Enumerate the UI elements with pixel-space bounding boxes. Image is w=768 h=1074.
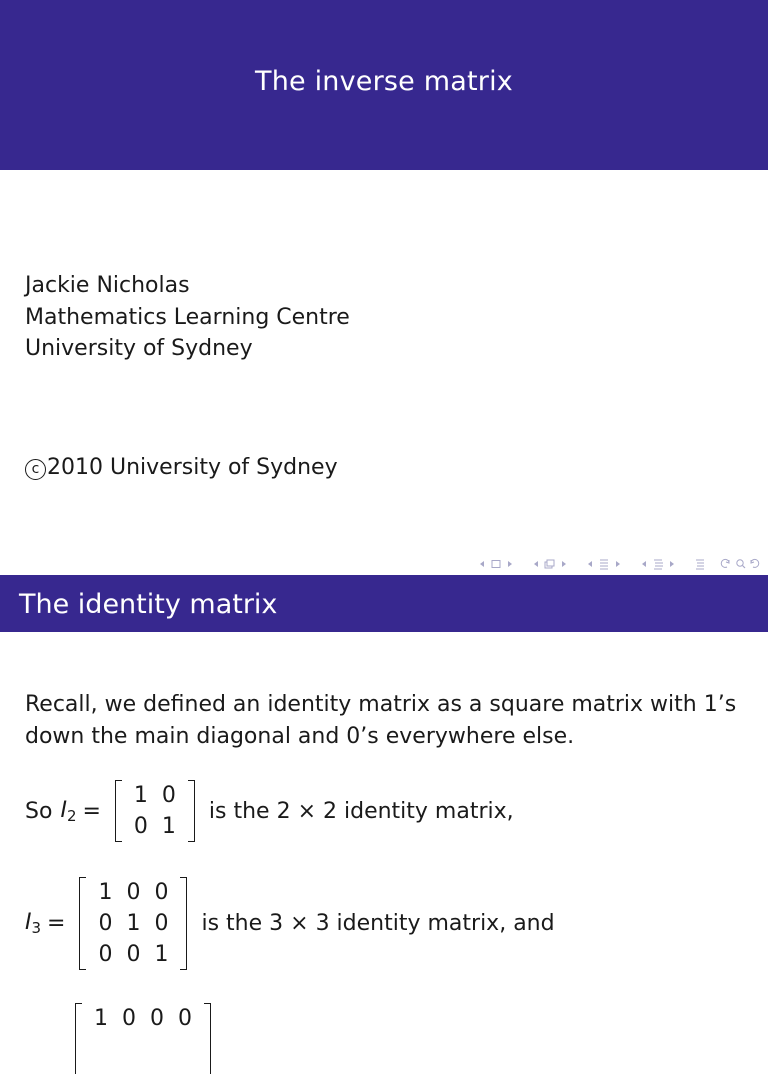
presentation-title: The inverse matrix bbox=[255, 65, 513, 97]
title-slide-header bbox=[0, 0, 768, 170]
navigation-bar bbox=[478, 555, 760, 573]
intro-paragraph: Recall, we defined an identity matrix as a square matrix with 1’s down the main diagonal and 0’s everywhere else. bbox=[25, 692, 737, 749]
matrix-cell: 1 bbox=[94, 1006, 108, 1031]
author-name: Jackie Nicholas bbox=[25, 273, 190, 298]
author-affiliation: Mathematics Learning Centre bbox=[25, 304, 350, 330]
matrix-cell: 0 bbox=[154, 880, 169, 905]
matrix-cell: 0 bbox=[161, 783, 176, 808]
nav-toc-icon[interactable] bbox=[694, 558, 706, 570]
identity-matrix-2x2 bbox=[115, 780, 195, 842]
identity-3x3-caption: is the 3 × 3 identity matrix, and bbox=[201, 911, 555, 936]
frame-title: The identity matrix bbox=[19, 589, 278, 620]
author-university: University of Sydney bbox=[25, 336, 253, 361]
identity-matrix-3x3 bbox=[79, 877, 187, 970]
author-block bbox=[25, 270, 350, 365]
matrix-cell: 0 bbox=[98, 942, 113, 967]
matrix-cell: 1 bbox=[126, 911, 141, 936]
nav-subsection-icon[interactable] bbox=[532, 558, 572, 570]
matrix-cell: 0 bbox=[178, 1006, 192, 1031]
matrix-cell: 0 bbox=[133, 814, 148, 839]
i3-symbol: $I_3$ bbox=[25, 910, 42, 937]
identity-4x4-partial bbox=[69, 1003, 217, 1034]
nav-frame-icon[interactable] bbox=[478, 558, 518, 570]
equals-sign: = bbox=[47, 911, 66, 936]
matrix-cell: 0 bbox=[98, 911, 113, 936]
matrix-cell: 1 bbox=[98, 880, 113, 905]
matrix-cell: 1 bbox=[133, 783, 148, 808]
copyright-icon: c bbox=[25, 459, 46, 480]
matrix-cell: 0 bbox=[150, 1006, 164, 1031]
nav-section-icon[interactable] bbox=[586, 558, 626, 570]
nav-search-icon[interactable] bbox=[720, 558, 760, 570]
identity-3x3-line bbox=[25, 877, 555, 970]
identity-2x2-caption: is the 2 × 2 identity matrix, bbox=[208, 798, 514, 824]
i2-symbol: $I_2$ bbox=[60, 797, 77, 825]
matrix-cell: 0 bbox=[126, 942, 141, 967]
matrix-cell: 0 bbox=[154, 911, 169, 936]
so-word: So bbox=[25, 798, 53, 824]
identity-matrix-4x4 bbox=[75, 1003, 211, 1034]
matrix-cell: 1 bbox=[161, 814, 176, 839]
equals-sign: = bbox=[82, 798, 101, 824]
frame-title-bar bbox=[0, 575, 768, 632]
matrix-cell: 1 bbox=[154, 942, 169, 967]
copyright-notice bbox=[25, 455, 338, 480]
nav-subsection-list-icon[interactable] bbox=[640, 558, 680, 570]
copyright-text: 2010 University of Sydney bbox=[47, 455, 338, 480]
identity-2x2-line bbox=[25, 780, 514, 842]
matrix-cell: 0 bbox=[122, 1006, 136, 1031]
matrix-cell: 0 bbox=[126, 880, 141, 905]
